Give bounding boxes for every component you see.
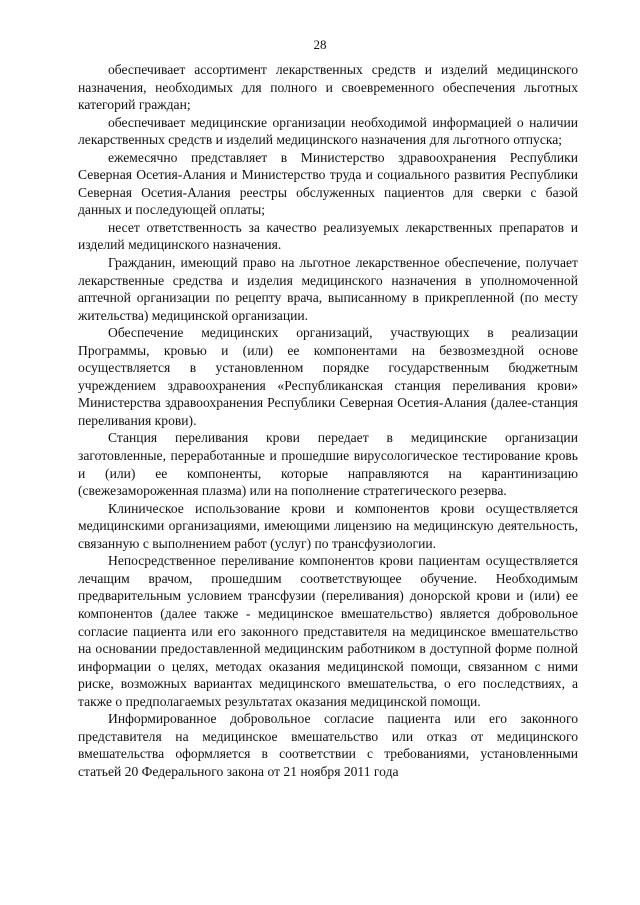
paragraph-supply-information: обеспечивает медицинские организации необходимой информацией о наличии лекарственных средств и изделий медицинского назначения для льготного отпуска;: [78, 114, 578, 148]
paragraph-blood-supply: Обеспечение медицинских организаций, участвующих в реализации Программы, кровью и (или) ее компонентами на безвозмездной основе осуществляется в установленном порядке государственным бюджетным учреждением здравоохранения «Республиканская станция переливания крови» Министерства здравоохранения Республики Северная Осетия-Алания (далее-станция переливания крови).: [78, 325, 578, 428]
paragraph-monthly-registers: ежемесячно представляет в Министерство здравоохранения Республики Северная Осетия-Алания и Министерство труда и социального развития Республики Северная Осетия-Алания реестры обслуженных пациентов для сверки с базой данных и последующей оплаты;: [78, 149, 578, 218]
paragraph-responsibility: несет ответственность за качество реализуемых лекарственных препаратов и изделий медицинского назначения.: [78, 219, 578, 253]
document-body: [78, 61, 578, 780]
page-number: 28: [313, 37, 327, 52]
paragraph-direct-transfusion: Непосредственное переливание компонентов крови пациентам осуществляется лечащим врачом, прошедшим соответствующее обучение. Необходимым предварительным условием трансфузии (переливания) донорской крови и (или) ее компонентов (далее также - медицинское вмешательство) является добровольное согласие пациента или его законного представителя на медицинское вмешательство на основании предоставленной медицинским работником в доступной форме полной информации о целях, методах оказания медицинской помощи, связанном с ними риске, возможных вариантах медицинского вмешательства, о его последствиях, а также о предполагаемых результатах оказания медицинской помощи.: [78, 553, 578, 709]
paragraph-informed-consent: Информированное добровольное согласие пациента или его законного представителя на медицинское вмешательство или отказ от медицинского вмешательства оформляется в соответствии с требованиями, установленными статьей 20 Федерального закона от 21 ноября 2011 года: [78, 711, 578, 779]
paragraph-citizen-entitlement: Гражданин, имеющий право на льготное лекарственное обеспечение, получает лекарственные средства и изделия медицинского назначения в уполномоченной аптечной организации по рецепту врача, выписанному в прикрепленной (по месту жительства) медицинской организации.: [78, 255, 578, 323]
paragraph-clinical-use: Клиническое использование крови и компонентов крови осуществляется медицинскими организациями, имеющими лицензию на медицинскую деятельность, связанную с выполнением работ (услуг) по трансфузиологии.: [78, 500, 578, 551]
paragraph-supply-assortment: обеспечивает ассортимент лекарственных средств и изделий медицинского назначения, необходимых для полного и своевременного обеспечения льготных категорий граждан;: [78, 62, 578, 113]
paragraph-blood-station-transfer: Станция переливания крови передает в медицинские организации заготовленные, переработанные и прошедшие вирусологическое тестирование кровь и (или) ее компоненты, которые направляются на карантинизацию (свежезамороженная плазма) или на пополнение стратегического резерва.: [78, 430, 578, 499]
